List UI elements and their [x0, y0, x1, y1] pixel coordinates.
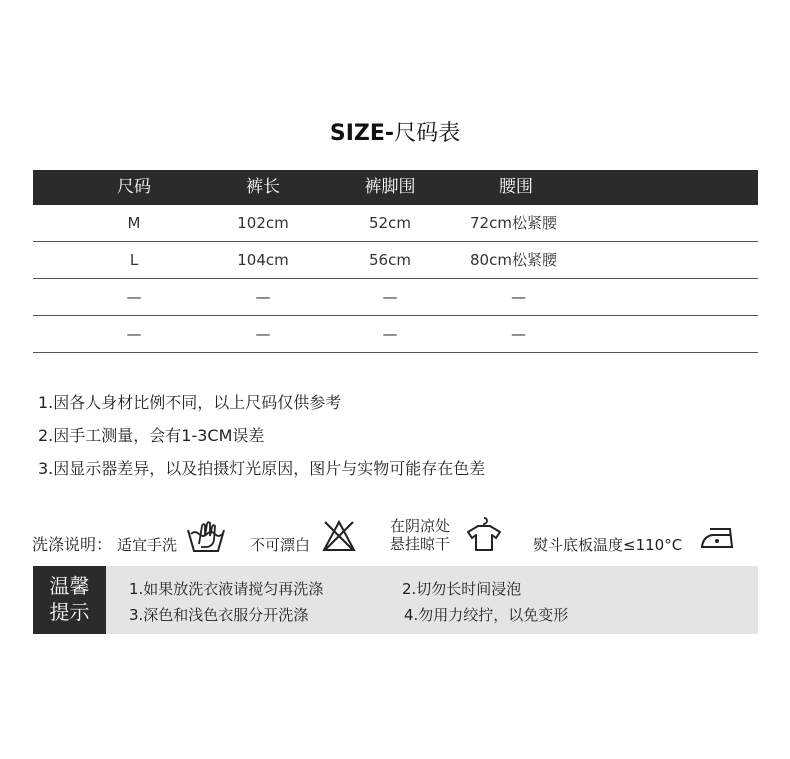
title-zh: 尺码表 — [394, 121, 461, 146]
size-notes — [38, 386, 485, 485]
tip-item: 4.勿用力绞拧，以免变形 — [404, 606, 569, 624]
cell-length: 104cm — [237, 251, 289, 269]
size-table — [33, 170, 758, 353]
cell-hem: — — [382, 288, 398, 306]
header-size: 尺码 — [117, 177, 151, 197]
cell-waist: — — [511, 288, 526, 306]
tip-item: 3.深色和浅色衣服分开洗涤 — [129, 606, 309, 624]
handwash-text: 适宜手洗 — [117, 536, 178, 554]
cell-length: 102cm — [237, 214, 289, 232]
cell-waist: — — [511, 325, 526, 343]
cell-size: — — [126, 288, 142, 306]
header-waist: 腰围 — [499, 177, 533, 197]
no-bleach-icon — [322, 519, 356, 553]
header-hem: 裤脚围 — [364, 177, 416, 197]
table-row — [33, 279, 758, 316]
cell-size: L — [129, 251, 139, 269]
header-length: 裤长 — [246, 177, 280, 197]
tip-item: 2.切勿长时间浸泡 — [402, 580, 522, 598]
cell-length: — — [255, 288, 271, 306]
note-item: 2.因手工测量，会有1-3CM误差 — [38, 426, 265, 445]
cell-length: — — [255, 325, 271, 343]
cell-hem: — — [382, 325, 398, 343]
nobleach-text: 不可漂白 — [250, 536, 311, 554]
shade-text-1: 在阴凉处 — [390, 517, 451, 535]
page-title — [0, 116, 790, 147]
cell-hem: 52cm — [369, 214, 411, 232]
tips-label-line1: 温馨 — [49, 574, 90, 598]
table-row — [33, 316, 758, 353]
table-header — [33, 170, 758, 205]
tips-box — [33, 566, 758, 634]
table-row — [33, 205, 758, 242]
cell-size: — — [126, 325, 142, 343]
cell-hem: 56cm — [369, 251, 411, 269]
tips-label-line2: 提示 — [49, 600, 90, 624]
handwash-icon — [186, 518, 226, 554]
tip-item: 1.如果放洗衣液请搅匀再洗涤 — [129, 580, 324, 598]
note-item: 1.因各人身材比例不同，以上尺码仅供参考 — [38, 393, 342, 412]
table-row — [33, 242, 758, 279]
wash-instructions — [0, 510, 790, 560]
iron-icon — [700, 525, 734, 551]
hang-dry-icon — [464, 516, 504, 552]
iron-text: 熨斗底板温度≤110°C — [533, 536, 683, 554]
cell-waist: 80cm松紧腰 — [470, 251, 557, 269]
cell-waist: 72cm松紧腰 — [470, 214, 557, 232]
wash-label: 洗涤说明： — [32, 535, 113, 554]
tips-label — [33, 566, 106, 634]
shade-text-2: 悬挂晾干 — [390, 535, 451, 553]
note-item: 3.因显示器差异，以及拍摄灯光原因，图片与实物可能存在色差 — [38, 459, 486, 478]
title-en: SIZE- — [329, 121, 395, 146]
cell-size: M — [127, 214, 141, 232]
